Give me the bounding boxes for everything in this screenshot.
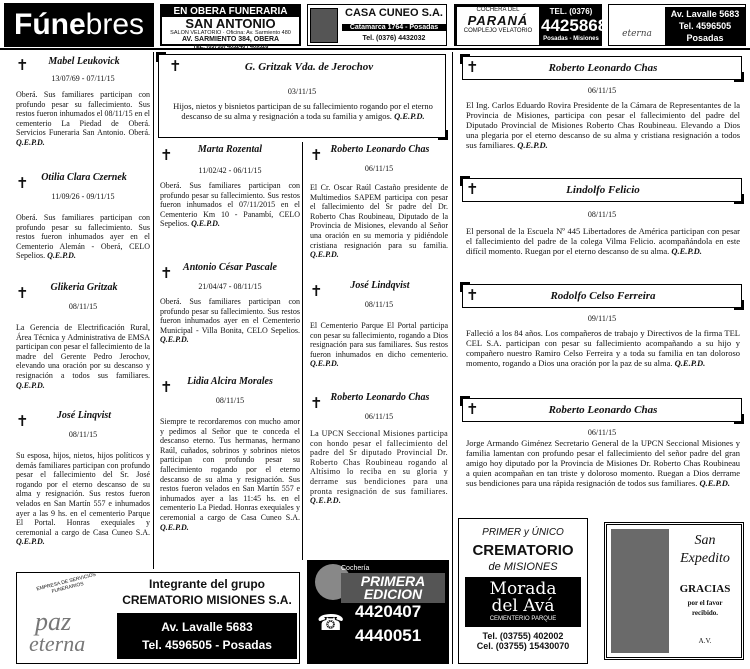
cross-icon: ✝ [310, 146, 323, 164]
obituary-col3-0: ✝ Roberto Leonardo Chas 06/11/15 El Cr. Oscar Raúl Castaño presidente de Multimedios SAPEM participa con pesar el fallecimiento del Sr padre del Dr. Roberto Chas Roubineau, Diputado de la Provincia de Misiones, elevando al Señor una oración en su memoria y pidiéndole cristiana resignación para su familia. Q.E.P.D. [310, 144, 448, 260]
obituary-col2-1: ✝ Antonio César Pascale 21/04/47 - 08/11/15 Oberá. Sus familiares participan con profundo pesar su fallecimiento. Sus restos fueron inhumados ayer en el Cementerio Municipal - Villa Bonita, CELO Sepelios. Q.E.P.D. [160, 262, 300, 345]
cross-icon: ✝ [160, 264, 173, 282]
section-logo: Fúnebres [4, 3, 154, 47]
paz-eterna-logo: EMPRESA DE SERVICIOS FUNERARIOS paz eterna [29, 571, 97, 656]
cross-icon: ✝ [466, 400, 479, 418]
saint-image [611, 529, 669, 653]
obituary-col4-1: ✝ Lindolfo Felicio 08/11/15 El personal de la Escuela Nº 445 Libertadores de América participan con pesar el fallecimiento del padre de la colega Vilma Felicio. acompañándola en este difícil momento. Ruegan por el eterno descanso de su alma. Q.E.P.D. [458, 174, 746, 274]
cross-icon: ✝ [466, 58, 479, 76]
ad-crematorio: PRIMER y ÚNICO CREMATORIO de MISIONES Morada del Avá CEMENTERIO PARQUE Tel. (03755) 402002 Cel. (03755) 15430070 [458, 518, 588, 664]
obituary-col1-1: ✝ Otilia Clara Czernek 11/09/26 - 09/11/15 Oberá. Sus familiares participan con profundo pesar su fallecimiento. Sus restos fueron inhumados ayer en el Cementerio Alemán - Oberá, CELO Sepelios. Q.E.P.D. [16, 172, 150, 261]
building-icon [310, 8, 338, 43]
cross-icon: ✝ [16, 56, 29, 74]
obituary-col4-0: ✝ Roberto Leonardo Chas 06/11/15 El Ing. Carlos Eduardo Rovira Presidente de la Cámara de Representantes de la Provincia de Misiones, participa con pesar el fallecimiento del padre del Diputado Provincial de Misiones Roberto Chas Roubineau. Elevando a Dios una plegaria por el eterno descanso de su alma y cristiana resignación a todos sus familiares. Q.E.P.D. [458, 52, 746, 170]
cross-icon: ✝ [466, 286, 479, 304]
obituary-col3-2: ✝ Roberto Leonardo Chas 06/11/15 La UPCN Seccional Misiones participa con hondo pesar el fallecimiento del padre del Sr diputado Provincial Dr. Roberto Chas Roubineau rogando al Altísimo lo reciba en su gloria y derrame sus bendiciones para una pronta resignación de sus familiares. Q.E.P.D. [310, 392, 448, 506]
obituary-col2-2: ✝ Lidia Alcira Morales 08/11/15 Siempre te recordaremos con mucho amor y pedimos al Señor que te conceda el descanso eterno. Tus hermanas, hermano Raúl, cuñados, sobrinos y sobrinos nietos participan con profundo pesar su fallecimiento rogando por el eterno descanso de su alma y resignación. Sus restos fueron velados en San Martín 557 e inhumados ayer a las 11:45 hs. en el cementerio La Piedad. Honras exequiales y ceremonial a cargo de Casa Cuneo S.A. Q.E.P.D. [160, 376, 300, 532]
obituary-col1-3: ✝ José Linqvist 08/11/15 Su esposa, hijos, nietos, hijos políticos y demás familiares participan con profundo pesar el fallecimiento del Sr. José rogando por el eterno descanso de su alma y resignación. Sus restos fueron velados en San Martín 557 e inhumados ayer a las 9 hs. en el cementerio Parque El Portal. Honras exequiales y ceremonial a cargo de Casa Cuneo S.A. Q.E.P.D. [16, 410, 150, 547]
cross-icon: ✝ [16, 174, 29, 192]
cross-icon: ✝ [16, 412, 29, 430]
obituary-col2-0: ✝ Marta Rozental 11/02/42 - 06/11/15 Oberá. Sus familiares participan con profundo pesar su fallecimiento. Sus restos fueron inhumados el 07/11/2015 en el Cementerio Km 10 - Panambí, CELO Sepelios. Q.E.P.D. [160, 144, 300, 229]
ad-san-antonio: EN OBERA FUNERARIA SAN ANTONIO SALON VELATORIO · Oficina: Av. Sarmiento 480 AV. SARMIENTO 384, OBERA TEL: (03755) 403240 / 409328 [160, 4, 301, 46]
ad-casa-cuneo: CASA CUNEO S.A. Catamarca 1764 - Posadas Tel. (0376) 4432032 [307, 4, 447, 46]
obituary-col1-0: ✝ Mabel Leukovick 13/07/69 - 07/11/15 Oberá. Sus familiares participan con profundo pesar su fallecimiento. Sus restos fueron inhumados el 08/11/15 en el cementerio La Piedad de Oberá. Servicios Funeraria San Antonio. Oberá. Q.E.P.D. [16, 56, 150, 147]
ad-paz-eterna: EMPRESA DE SERVICIOS FUNERARIOS paz eterna Integrante del grupo CREMATORIO MISIONES S.A. Av. Lavalle 5683 Tel. 4596505 - Posadas [16, 572, 300, 664]
cross-icon: ✝ [466, 180, 479, 198]
obituary-col1-2: ✝ Glikeria Gritzak 08/11/15 La Gerencia de Electrificación Rural, Área Técnica y Administrativa de EMSA participan con pesar el fallecimiento de la madre del Gerente Pedro Jerochov, elevando una oración por su descanso y resignación a todos sus familiares. Q.E.P.D. [16, 282, 150, 390]
obituary-col4-2: ✝ Rodolfo Celso Ferreira 09/11/15 Falleció a los 84 años. Los compañeros de trabajo y Directivos de la firma TEL CEL S.A. participan con pesar su fallecimiento acompañando a su hijo y compañero nuestro Ramiro Celso Ferreira y a toda su familia en tan doloroso momento, rogando a Dios una oración por la paz de su alma. Q.E.P.D. [458, 280, 746, 388]
cross-icon: ✝ [310, 394, 323, 412]
obituary-featured: ✝ G. Gritzak Vda. de Jerochov 03/11/15 Hijos, nietos y bisnietos participan de su fallecimiento rogando por el eterno descanso de su alma y resignación a toda su familia y amigos. Q.E.P.D. [158, 54, 446, 138]
phone-icon: ☎ [317, 610, 345, 635]
cross-icon: ✝ [160, 146, 173, 164]
ad-eterna: eterna Av. Lavalle 5683 Tel. 4596505 Posadas [608, 4, 746, 46]
ad-primera-edicion: Cochería PRIMERA EDICION ☎ 4420407 4440051 [307, 560, 449, 664]
cross-icon: ✝ [160, 378, 173, 396]
cross-icon: ✝ [310, 282, 323, 300]
obituary-col4-3: ✝ Roberto Leonardo Chas 06/11/15 Jorge Armando Giménez Secretario General de la UPCN Seccional Misiones y familia lamentan con profundo pesar el fallecimiento del señor padre del gran amigo hoy diputado por la Provincia de Misiones Dr. Roberto Chas Roubineau a quien acompañan en tan triste y doloroso momento. Ruegan a Dios derrame sus bendiciones para una rápida resignación de todos sus familiares. Q.E.P.D. [458, 394, 746, 512]
cross-icon: ✝ [16, 284, 29, 302]
eterna-logo: eterna [622, 29, 652, 39]
ad-cochera-parana: COCHERA DEL PARANÁ COMPLEJO VELATORIO TEL. (0376) 4425868 Posadas - Misiones [454, 4, 602, 46]
ad-san-expedito: San Expedito GRACIAS por el favor recibido. A.V. [604, 522, 744, 660]
obituary-col3-1: ✝ José Lindqvist 08/11/15 El Cementerio Parque El Portal participa con pesar su fallecimiento, rogando a Dios resignación para sus familiares. Sus restos fueron inhumados en dicho cementerio. Q.E.P.D. [310, 280, 448, 369]
cross-icon: ✝ [169, 57, 182, 75]
